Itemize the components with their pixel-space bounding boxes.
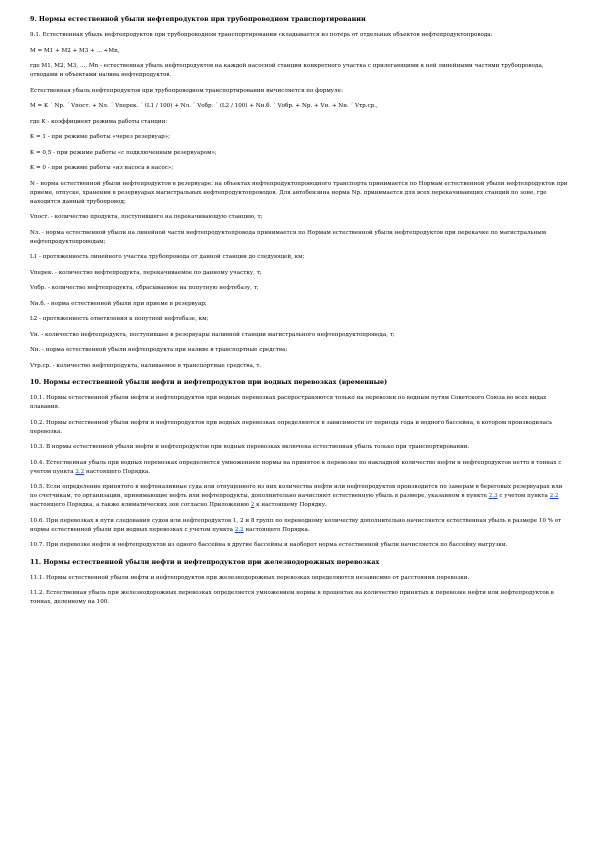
paragraph: L1 - протяженность линейного участка трубопровода от данной станции до следующей, км;	[30, 254, 305, 260]
paragraph: 10.3. В нормы естественной убыли нефти и нефтепродуктов при водных перевозках включена естественная убыль только при транспортировании.	[30, 444, 470, 450]
paragraph	[30, 517, 568, 535]
paragraph: K = 0,5 - при режиме работы «с подключенным резервуаром»;	[30, 149, 217, 156]
paragraph-text: к настоящему Порядку.	[254, 502, 327, 508]
document-page	[30, 14, 568, 614]
paragraph: 9.1. Естественная убыль нефтепродуктов при трубопроводном транспортировании складывается из потерь от отдельных объектов нефтепродуктопровода:	[30, 32, 493, 38]
paragraph: N - норма естественной убыли нефтепродуктов в резервуаре: на объектах нефтепродуктопроводного транспорта принимается по Нормам естественной убыли нефтепродуктов при приеме, отпуске, хранении в резервуарах магистральных нефтепродуктопроводов. Для автобензина норма Nр. принимается для всех перекачивающих станций по зоне, где находится данный трубопровод;	[30, 180, 568, 205]
paragraph: где K - коэффициент режима работы станции:	[30, 118, 168, 125]
paragraph: 10.1. Нормы естественной убыли нефти и нефтепродуктов при водных перевозках распространяются только на перевозки по водным путям Советского Союза во всех видах плавания.	[30, 395, 547, 410]
paragraph: Nн. - норма естественной убыли нефтепродукта при наливе в транспортные средства;	[30, 347, 288, 353]
section-10-heading: 10. Нормы естественной убыли нефти и нефтепродуктов при водных перевозках (временные)	[30, 378, 388, 386]
paragraph: 11.2. Естественная убыль при железнодорожных перевозках определяется умножением нормы в процентах на количество принятых к перевозке нефти или нефтепродуктов в тоннах, деленному на 100.	[30, 590, 554, 605]
paragraph-text: 10.4. Естественная убыль при водных перевозках определяется умножением нормы на принятое к перевозке по накладной количество нефти и нефтепродуктов нетто в тоннах с учетом пункта	[30, 459, 562, 475]
section-11-heading: 11. Нормы естественной убыли нефти и нефтепродуктов при железнодорожных перевозках	[30, 557, 380, 566]
paragraph: Естественная убыль нефтепродуктов при трубопроводном транспортировании вычисляется по формуле:	[30, 87, 343, 94]
link-clause[interactable]: 2.2	[75, 468, 85, 475]
paragraph: 10.2. Нормы естественной убыли нефти и нефтепродуктов при водных перевозках определяются в зависимости от периода года и водного бассейна, в котором производилась перевозка.	[30, 419, 553, 435]
formula: M = M1 + M2 + M3 + ... +Mn,	[30, 47, 120, 54]
link-clause[interactable]: 2.2	[549, 493, 559, 499]
paragraph: K = 1 - при режиме работы «через резервуар»;	[30, 134, 171, 140]
paragraph: где M1, M2, M3, ..., Mn - естественная убыль нефтепродуктов на каждой насосной станции конкретного участка с прилегающими к ней линейными частями трубопровода, отводами и объектами налива нефтепродуктов.	[30, 63, 544, 78]
paragraph-text: 10.6. При перевозках в пути следования судов или нефтепродуктов 1, 2 и 8 групп по переводному количеству дополнительно начисляется естественная убыль в размере 10 % от нормы естественной убыли при водных перевозках с учетом пункта	[30, 517, 562, 533]
paragraph-text: с учетом пункта	[497, 493, 550, 499]
paragraph-text: настоящего Порядка, а также климатических зон согласно Приложению	[30, 502, 251, 508]
paragraph: 11.1. Нормы естественной убыли нефти и нефтепродуктов при железнодорожных перевозках определяются независимо от расстояния перевозки.	[30, 574, 470, 581]
link-appendix[interactable]: 2	[250, 502, 255, 508]
paragraph: 10.7. При перевозке нефти и нефтепродуктов из одного бассейна в другие бассейны и наоборот норма естественной убыли начисляется по бассейну выгрузки.	[30, 542, 508, 548]
paragraph-text: настоящего Порядка.	[84, 468, 151, 475]
paragraph: Vн. - количество нефтепродукта, поступившее в резервуары наливной станции магистрального нефтепродуктопровода, т;	[30, 331, 395, 338]
paragraph	[30, 459, 568, 477]
link-clause[interactable]: 2.3	[488, 493, 498, 499]
formula: M = K ´ Nр. ´ Vпост. + Nл. ´ Vперек. ´ (L1 / 100) + Nл. ´ Vобр. ´ (L2 / 100) + Nн.б. ´ Vобр. + Nр. + Vн. + Nн. ´ Vтр.ср.,	[30, 103, 378, 109]
paragraph: Nл. - норма естественной убыли на линейной части нефтепродуктопровода принимается по Нормам естественной убыли нефтепродуктов при перекачке по магистральным нефтепродуктопроводам;	[30, 229, 547, 245]
paragraph: K = 0 - при режиме работы «из насоса в насос»;	[30, 165, 174, 171]
paragraph: L2 - протяженность ответвления к попутной нефтебазе, км;	[30, 316, 209, 322]
paragraph: Nн.б. - норма естественной убыли при приеме в резервуар;	[30, 300, 207, 307]
paragraph: Vобр. - количество нефтепродукта, сбрасываемое на попутную нефтебазу, т;	[30, 285, 259, 291]
paragraph: Vпост. - количество продукта, поступившего на перекачивающую станцию, т;	[30, 214, 263, 220]
paragraph: Vперек. - количество нефтепродукта, перекачиваемое по данному участку, т;	[30, 269, 262, 276]
paragraph-text: настоящего Порядка.	[243, 526, 310, 533]
link-clause[interactable]: 2.2	[234, 526, 244, 533]
paragraph	[30, 483, 568, 510]
section-9-heading: 9. Нормы естественной убыли нефтепродуктов при трубопроводном транспортировании	[30, 15, 366, 23]
paragraph: Vтр.ср. - количество нефтепродукта, наливаемое в транспортные средства, т.	[30, 362, 262, 369]
paragraph-text: 10.5. Если определение принятого в нефтеналивные суда или отпущенного из них количества нефти или нефтепродуктов производится по замерам в береговых резервуарах или по счетчикам, то организации, принимающие нефть или нефтепродукты, дополнительно начисляют естественную убыль в размере, указанном в пункте	[30, 484, 563, 499]
